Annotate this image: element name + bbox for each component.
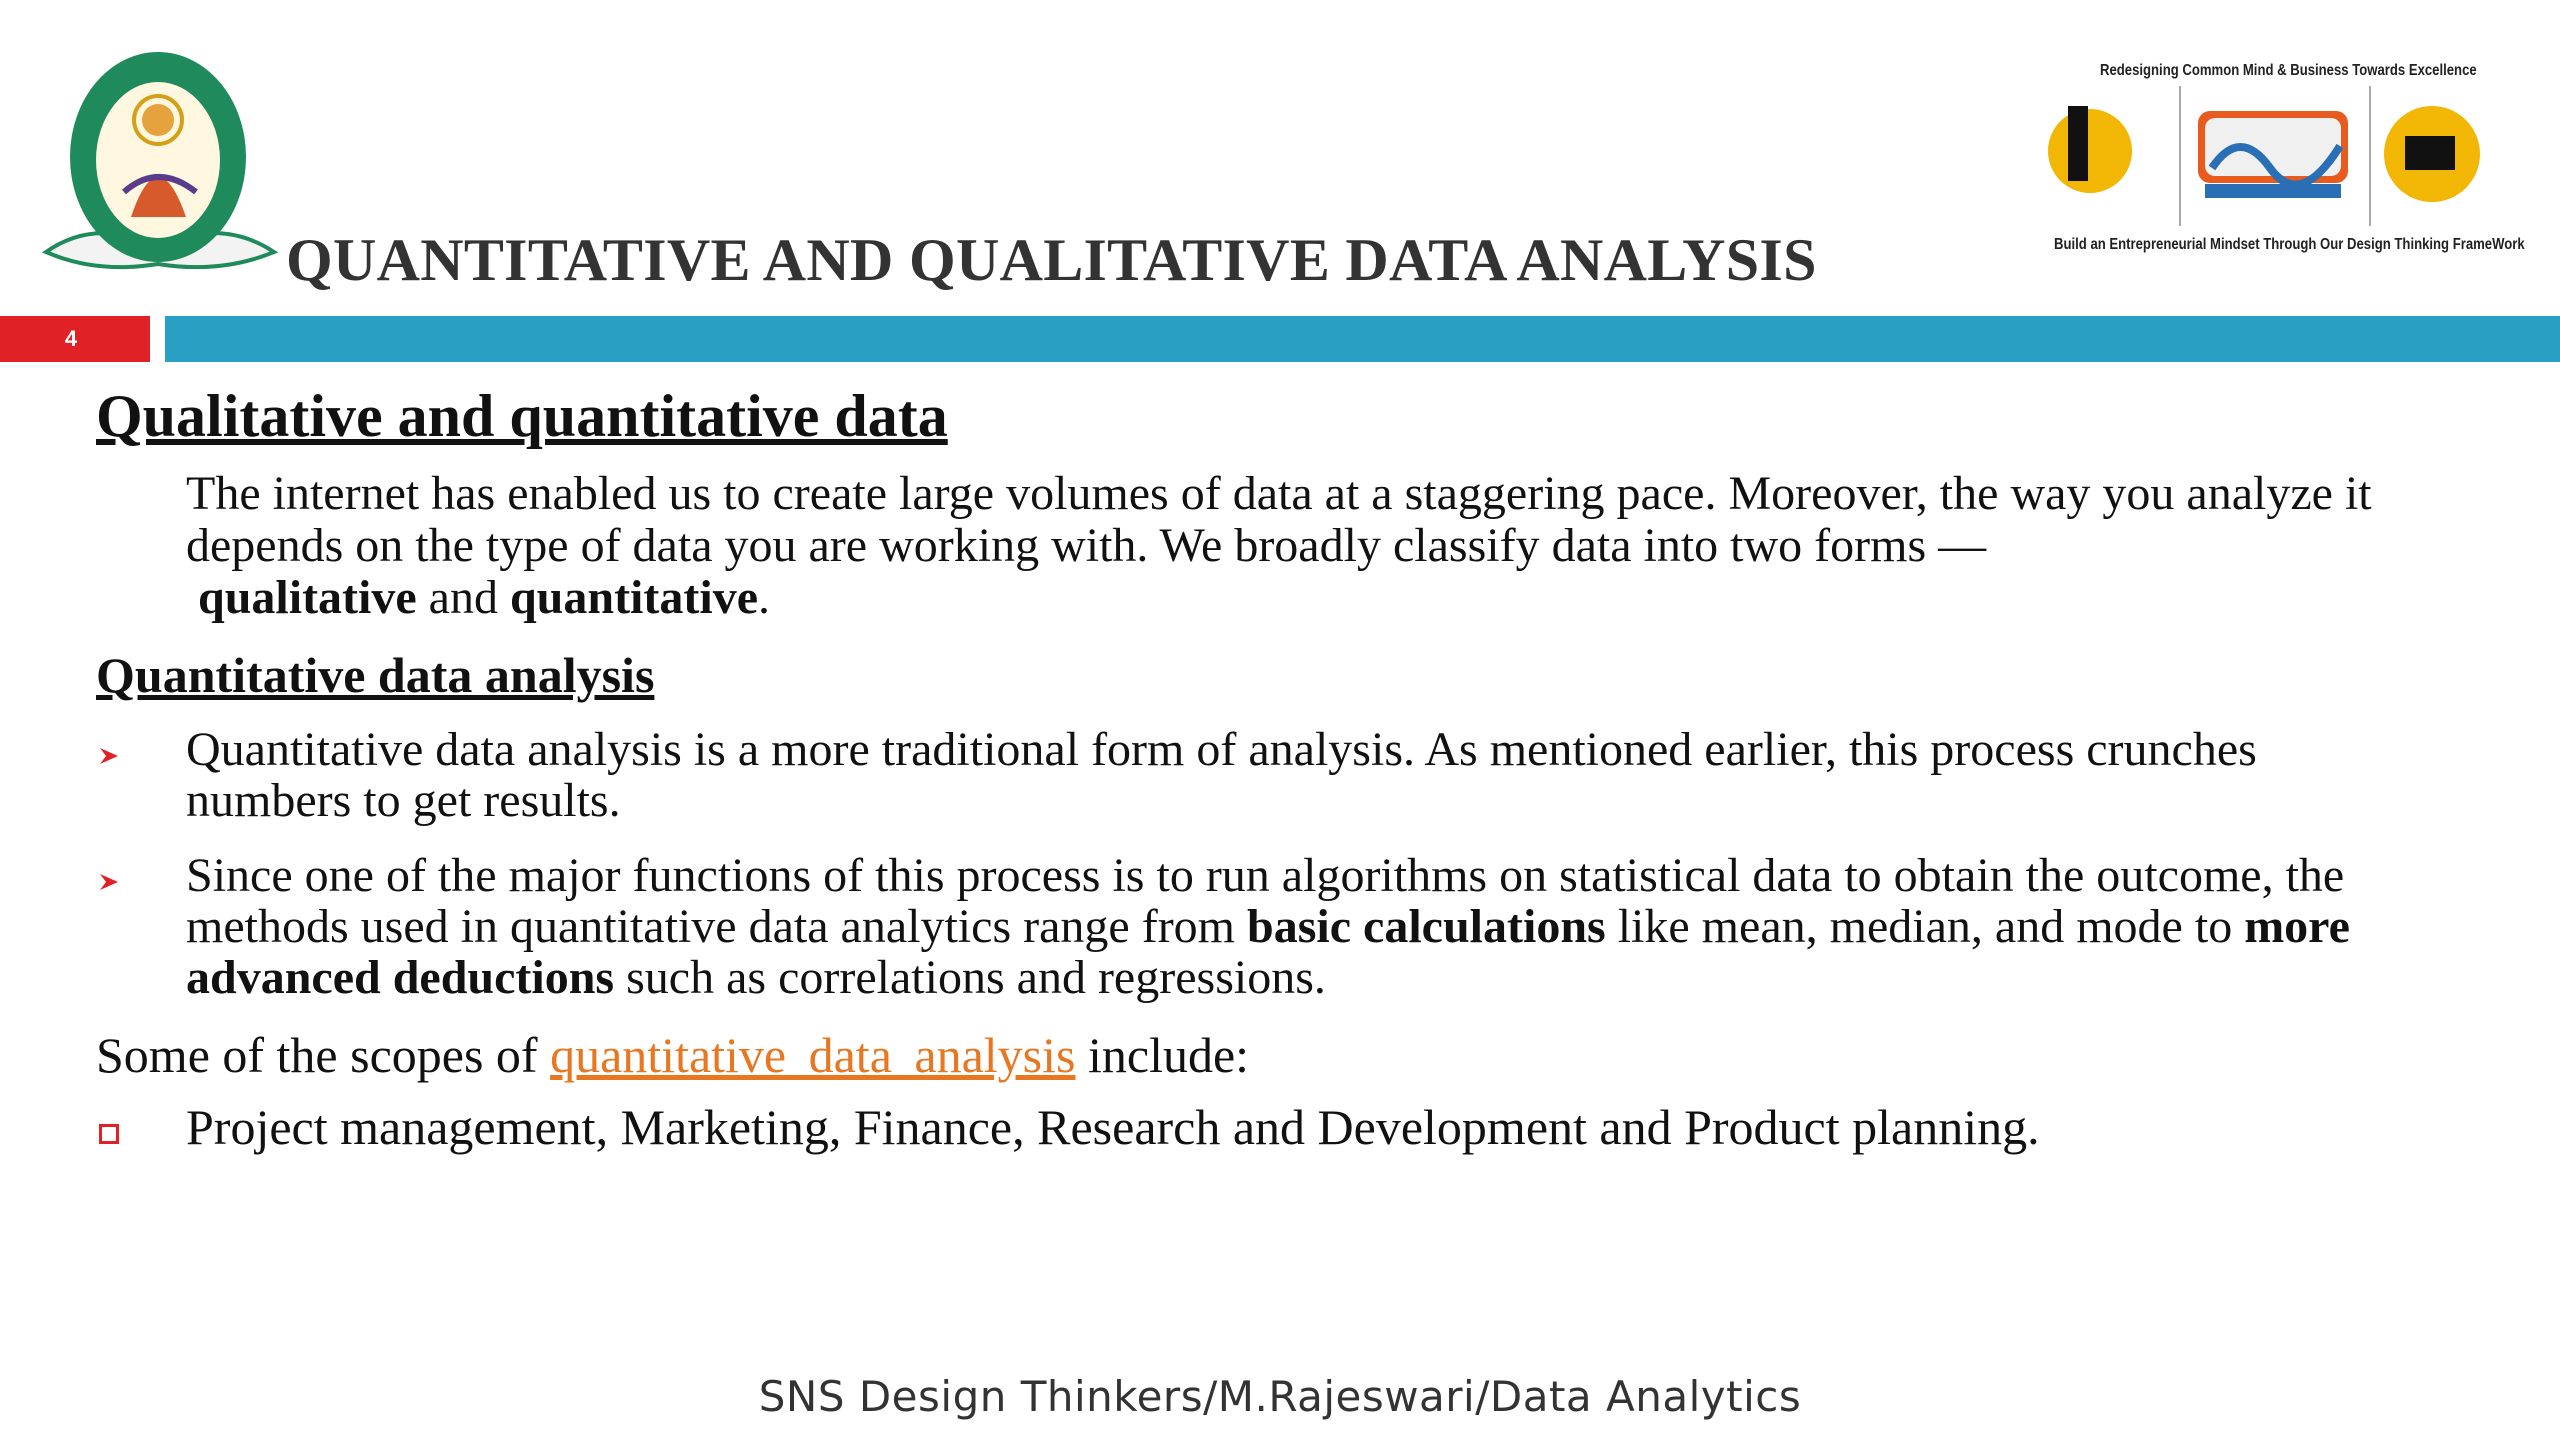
square-bullet-icon: [99, 1124, 119, 1144]
quantitative-data-analysis-link[interactable]: quantitative data analysis: [550, 1027, 1076, 1083]
scope-suffix: include:: [1087, 1027, 1250, 1083]
arrow-bullet-icon: [98, 872, 120, 892]
footer: SNS Design Thinkers/M.Rajeswari/Data Analytics: [758, 1372, 1802, 1421]
tagline-top: Redesigning Common Mind & Business Towards Excellence: [2100, 62, 2477, 79]
header-divider-bar: [165, 316, 2560, 362]
bold-advanced-deductions: more advanced deductions: [186, 900, 2350, 1004]
sns-institutions-logo-icon: [2040, 56, 2530, 266]
bold-qualitative: qualitative: [198, 571, 417, 624]
scope-prefix: Some of the scopes of: [96, 1027, 538, 1083]
intro-paragraph: [186, 468, 2456, 624]
bold-quantitative: quantitative: [509, 571, 758, 624]
bullet-item: Quantitative data analysis is a more traditional form of analysis. As mentioned earlier, this process crunches numbers to get results.: [186, 723, 2257, 827]
arrow-bullet-icon: [98, 746, 120, 766]
intro-end: .: [758, 571, 770, 624]
intro-and: and: [428, 571, 498, 624]
college-emblem-icon: [36, 42, 281, 282]
slide-number: 4: [64, 326, 78, 351]
section-heading-qualitative-quantitative: Qualitative and quantitative data: [96, 383, 948, 449]
bullet2-text-a: Since one of the major functions of this process is to run algorithms on statistical data to obtain the outcome, the methods used in quantitative data analytics range from: [186, 849, 2345, 953]
tagline-bottom: Build an Entrepreneurial Mindset Through Our Design Thinking FrameWork: [2054, 236, 2525, 253]
slide-number-bar: [0, 316, 150, 362]
bold-basic-calculations: basic calculations: [1247, 900, 1606, 953]
slide-title: QUANTITATIVE AND QUALITATIVE DATA ANALYSIS: [286, 227, 1817, 293]
section-heading-quantitative-analysis: Quantitative data analysis: [96, 647, 655, 703]
scope-item: Project management, Marketing, Finance, Research and Development and Product planning.: [186, 1099, 2040, 1155]
scope-line: [96, 1026, 1249, 1084]
intro-text: The internet has enabled us to create large volumes of data at a staggering pace. Moreover, the way you analyze it depends on the type of data you are working with. We broadly classify data into two forms —: [186, 467, 2372, 572]
bullet2-text-d: such as correlations and regressions.: [626, 951, 1326, 1004]
bullet2-text-c: like mean, median, and mode to: [1617, 900, 2233, 953]
bullet-item: [186, 850, 2416, 1003]
